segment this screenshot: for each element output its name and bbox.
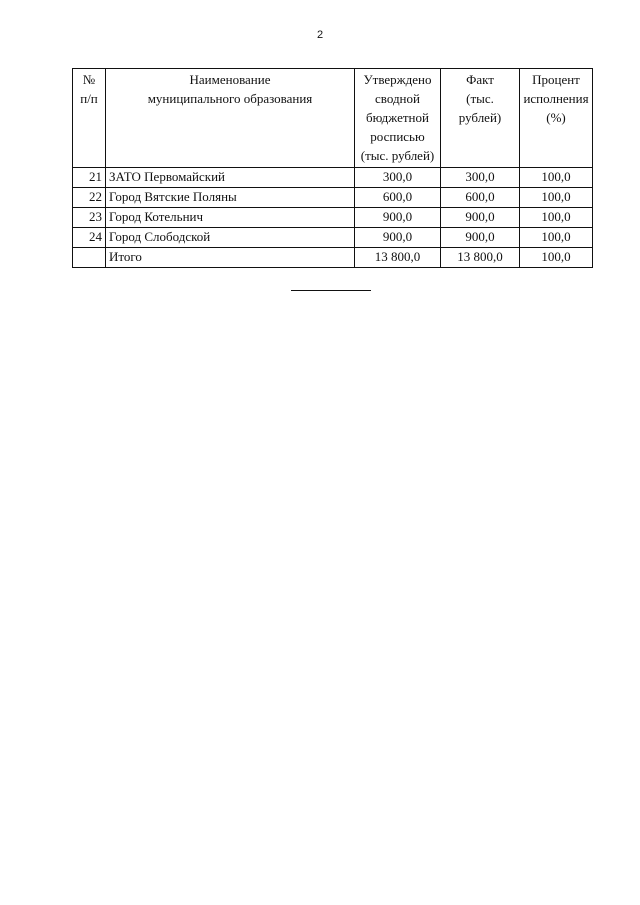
municipality-name: Город Котельнич (106, 208, 355, 228)
table-row (73, 168, 593, 188)
row-number: 24 (73, 228, 106, 248)
execution-percent: 100,0 (520, 208, 593, 228)
municipality-name: ЗАТО Первомайский (106, 168, 355, 188)
total-row (73, 248, 593, 268)
municipality-name: Город Слободской (106, 228, 355, 248)
table-row (73, 228, 593, 248)
end-of-document-rule (291, 290, 371, 291)
table-row (73, 208, 593, 228)
header-number: № п/п (73, 69, 106, 168)
total-label: Итого (106, 248, 355, 268)
fact-amount: 900,0 (441, 208, 520, 228)
fact-amount: 300,0 (441, 168, 520, 188)
approved-amount: 900,0 (355, 228, 441, 248)
header-execution-percent: Процент исполнения (%) (520, 69, 593, 168)
table-row (73, 188, 593, 208)
total-execution-percent: 100,0 (520, 248, 593, 268)
fact-amount: 600,0 (441, 188, 520, 208)
row-number: 23 (73, 208, 106, 228)
execution-percent: 100,0 (520, 188, 593, 208)
budget-execution-table (72, 68, 593, 268)
table-header-row (73, 69, 593, 168)
approved-amount: 600,0 (355, 188, 441, 208)
approved-amount: 900,0 (355, 208, 441, 228)
row-number: 22 (73, 188, 106, 208)
total-fact-amount: 13 800,0 (441, 248, 520, 268)
execution-percent: 100,0 (520, 228, 593, 248)
municipality-name: Город Вятские Поляны (106, 188, 355, 208)
total-approved-amount: 13 800,0 (355, 248, 441, 268)
fact-amount: 900,0 (441, 228, 520, 248)
execution-percent: 100,0 (520, 168, 593, 188)
approved-amount: 300,0 (355, 168, 441, 188)
header-municipality-name: Наименование муниципального образования (106, 69, 355, 168)
header-fact-amount: Факт (тыс. рублей) (441, 69, 520, 168)
row-number: 21 (73, 168, 106, 188)
header-approved-amount: Утверждено сводной бюджетной росписью (тыс. рублей) (355, 69, 441, 168)
row-number (73, 248, 106, 268)
page-number: 2 (316, 29, 324, 41)
